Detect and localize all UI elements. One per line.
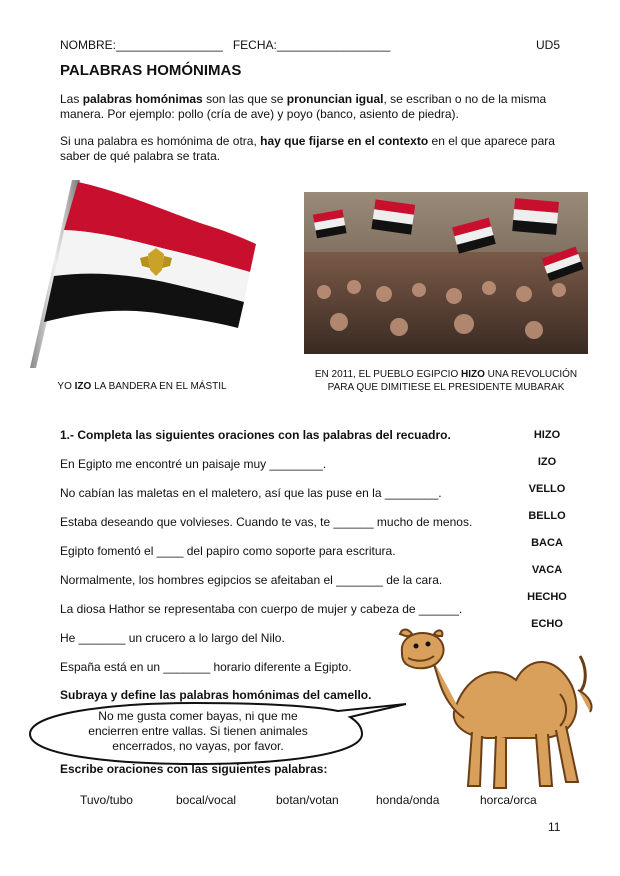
exercise-2-heading: Subraya y define las palabras homónimas del camello. bbox=[60, 688, 372, 702]
exercise-1-heading: 1.- Completa las siguientes oraciones con las palabras del recuadro. bbox=[60, 428, 451, 442]
exercise-3-word: Tuvo/tubo bbox=[80, 793, 133, 807]
name-field: NOMBRE:________________ bbox=[60, 38, 223, 52]
exercise-1-sentence: No cabían las maletas en el maletero, así que las puse en la ________. bbox=[60, 486, 442, 500]
exercise-3-heading: Escribe oraciones con las siguientes palabras: bbox=[60, 762, 328, 776]
word-box-item: BACA bbox=[531, 537, 563, 549]
page-number: 11 bbox=[548, 820, 561, 834]
exercise-1-sentence: En Egipto me encontré un paisaje muy ________. bbox=[60, 457, 327, 471]
exercise-1-sentence: He _______ un crucero a lo largo del Nilo. bbox=[60, 631, 285, 645]
exercise-3-word: horca/orca bbox=[480, 793, 537, 807]
page-title: PALABRAS HOMÓNIMAS bbox=[60, 62, 242, 79]
worksheet-header bbox=[60, 38, 560, 52]
egypt-flag-image bbox=[28, 172, 260, 372]
word-box-item: HIZO bbox=[533, 429, 561, 441]
word-box-item: IZO bbox=[537, 456, 557, 468]
exercise-3-word: botan/votan bbox=[276, 793, 339, 807]
exercise-3-word: bocal/vocal bbox=[176, 793, 237, 807]
speech-bubble-text: No me gusta comer bayas, ni que me encierren entre vallas. Si tienen animales encerrados, no vayas, por favor. bbox=[88, 709, 308, 753]
word-box-item: VELLO bbox=[528, 483, 566, 495]
exercise-3-word: honda/onda bbox=[376, 793, 440, 807]
egypt-revolution-photo bbox=[304, 192, 588, 354]
unit-label: UD5 bbox=[535, 38, 560, 52]
word-box-item: BELLO bbox=[528, 510, 566, 522]
intro-paragraph-1: Las palabras homónimas son las que se pronuncian igual, se escriban o no de la misma manera. Por ejemplo: pollo (cría de ave) y poyo (banco, asiento de piedra). bbox=[60, 92, 547, 121]
exercise-1-sentence: Normalmente, los hombres egipcios se afeitaban el _______ de la cara. bbox=[60, 573, 443, 587]
exercise-1-sentence: España está en un _______ horario diferente a Egipto. bbox=[60, 660, 352, 674]
intro-paragraph-2: Si una palabra es homónima de otra, hay que fijarse en el contexto en el que aparece para saber de qué palabra se trata. bbox=[60, 134, 555, 163]
flag-caption: YO IZO LA BANDERA EN EL MÁSTIL bbox=[57, 381, 227, 392]
photo-caption: EN 2011, EL PUEBLO EGIPCIO HIZO UNA REVOLUCIÓN PARA QUE DIMITIESE EL PRESIDENTE MUBARAK bbox=[314, 369, 578, 393]
camel-illustration bbox=[394, 626, 610, 792]
word-box-item: VACA bbox=[531, 564, 563, 576]
date-field: FECHA:_________________ bbox=[232, 38, 391, 52]
exercise-1-sentence: La diosa Hathor se representaba con cuerpo de mujer y cabeza de ______. bbox=[60, 602, 463, 616]
exercise-1-sentence: Egipto fomentó el ____ del papiro como soporte para escritura. bbox=[60, 544, 396, 558]
word-box-item: ECHO bbox=[531, 618, 563, 630]
word-box-item: HECHO bbox=[527, 591, 567, 603]
exercise-1-sentence: Estaba deseando que volvieses. Cuando te vas, te ______ mucho de menos. bbox=[60, 515, 473, 529]
